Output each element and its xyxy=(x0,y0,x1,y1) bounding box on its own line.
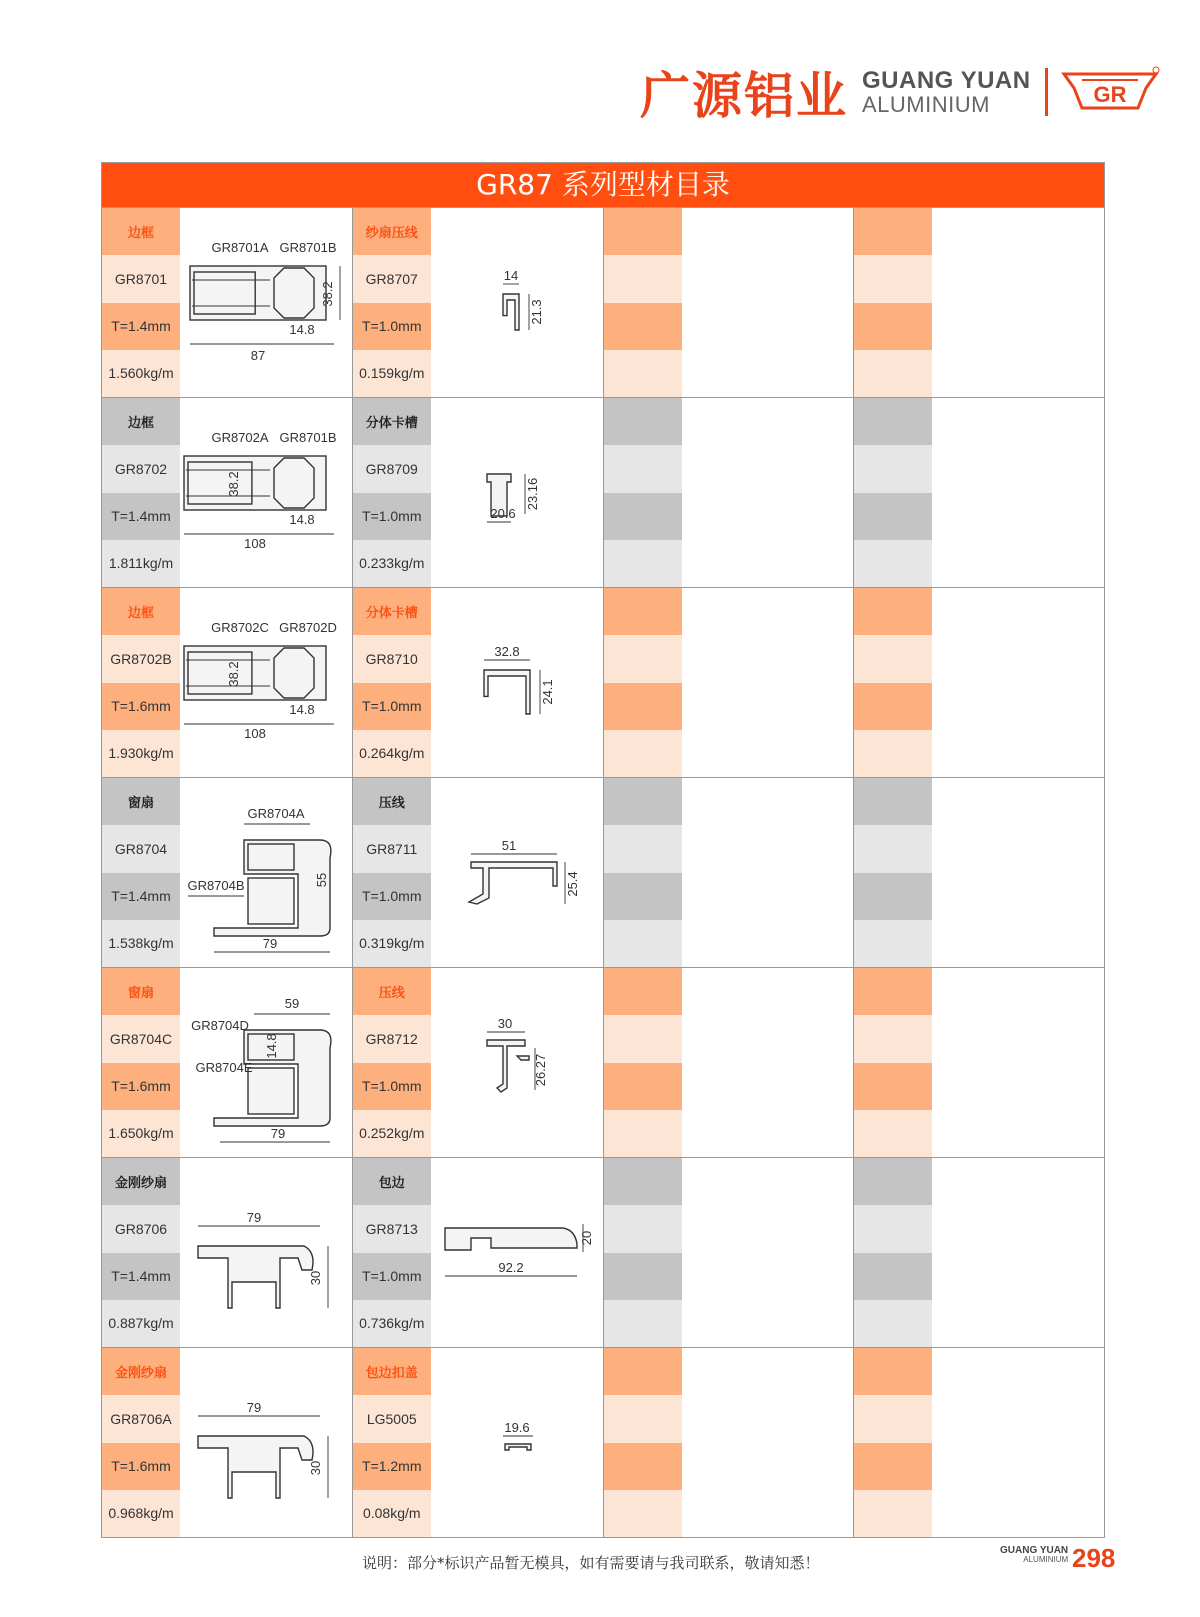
brand-separator xyxy=(1045,68,1048,116)
product-code: GR8707 xyxy=(353,255,431,302)
empty-label xyxy=(604,350,682,397)
unit-weight: 0.887kg/m xyxy=(102,1300,180,1347)
profile-shape xyxy=(274,648,314,698)
empty-label xyxy=(854,398,932,445)
empty-label xyxy=(854,825,932,872)
product-cell xyxy=(102,1158,353,1347)
catalog-row xyxy=(102,208,1104,398)
profile-shape xyxy=(505,1444,531,1450)
product-code: GR8702 xyxy=(102,445,180,492)
product-cell xyxy=(102,1348,353,1537)
brand-header xyxy=(640,56,1160,128)
dimension-label: GR8704B xyxy=(187,878,245,893)
catalog-row xyxy=(102,588,1104,778)
product-name: 包边扣盖 xyxy=(353,1348,431,1395)
catalog-title: GR87 系列型材目录 xyxy=(102,163,1104,208)
empty-drawing xyxy=(932,778,1104,967)
gr-logo-icon xyxy=(1060,66,1160,118)
label-column xyxy=(604,778,682,967)
product-name: 边框 xyxy=(102,398,180,445)
catalog-row xyxy=(102,1348,1104,1537)
dimension-label: 14.8 xyxy=(289,702,315,717)
profile-drawing xyxy=(431,398,603,587)
label-column xyxy=(854,1158,932,1347)
empty-label xyxy=(854,1110,932,1157)
profile-shape xyxy=(445,1228,577,1250)
empty-label xyxy=(604,1110,682,1157)
dimension-label: 14.8 xyxy=(264,1033,279,1059)
catalog-row xyxy=(102,778,1104,968)
dimension-label: 24.1 xyxy=(539,679,555,705)
empty-drawing xyxy=(932,398,1104,587)
dimension-label: 23.16 xyxy=(524,477,540,511)
label-column xyxy=(353,588,431,777)
dimension-label: GR8704E xyxy=(195,1060,253,1075)
profile-drawing xyxy=(180,208,352,397)
profile-svg xyxy=(180,208,351,397)
empty-label xyxy=(854,208,932,255)
wall-thickness: T=1.0mm xyxy=(353,493,431,540)
empty-label xyxy=(854,493,932,540)
dimension-label: GR8702C xyxy=(211,620,269,635)
empty-label xyxy=(604,1015,682,1062)
empty-drawing xyxy=(932,1158,1104,1347)
empty-label xyxy=(604,1443,682,1490)
dimension-label: 38.2 xyxy=(226,661,241,687)
wall-thickness: T=1.6mm xyxy=(102,1443,180,1490)
profile-drawing xyxy=(180,588,352,777)
unit-weight: 0.159kg/m xyxy=(353,350,431,397)
dimension-label: GR8701A xyxy=(211,240,269,255)
empty-product-cell xyxy=(604,778,855,967)
product-name: 纱扇压线 xyxy=(353,208,431,255)
unit-weight: 0.968kg/m xyxy=(102,1490,180,1537)
product-cell xyxy=(353,588,604,777)
product-code: GR8710 xyxy=(353,635,431,682)
empty-label xyxy=(604,208,682,255)
profile-shape xyxy=(274,268,314,318)
product-cell xyxy=(102,588,353,777)
empty-product-cell xyxy=(854,778,1104,967)
product-code: GR8706A xyxy=(102,1395,180,1442)
wall-thickness: T=1.0mm xyxy=(353,1253,431,1300)
profile-drawing xyxy=(431,1158,603,1347)
empty-label xyxy=(604,398,682,445)
profile-drawing xyxy=(431,968,603,1157)
wall-thickness: T=1.6mm xyxy=(102,1063,180,1110)
product-cell xyxy=(102,968,353,1157)
page-number: 298 xyxy=(1072,1543,1116,1573)
empty-label xyxy=(854,635,932,682)
empty-label xyxy=(604,588,682,635)
empty-label xyxy=(854,1395,932,1442)
empty-product-cell xyxy=(604,1348,855,1537)
profile-shape xyxy=(487,1040,525,1092)
empty-label xyxy=(604,920,682,967)
label-column xyxy=(854,208,932,397)
product-name: 分体卡槽 xyxy=(353,398,431,445)
dimension-label: GR8702A xyxy=(211,430,269,445)
wall-thickness: T=1.0mm xyxy=(353,873,431,920)
product-code: GR8711 xyxy=(353,825,431,872)
unit-weight: 0.08kg/m xyxy=(353,1490,431,1537)
wall-thickness: T=1.4mm xyxy=(102,873,180,920)
label-column xyxy=(102,1158,180,1347)
empty-label xyxy=(854,1490,932,1537)
empty-label xyxy=(854,1063,932,1110)
dimension-label: GR8704D xyxy=(191,1018,249,1033)
product-cell xyxy=(353,778,604,967)
dimension-label: 87 xyxy=(250,348,266,363)
dimension-label: 30 xyxy=(308,1270,323,1286)
empty-label xyxy=(854,540,932,587)
label-column xyxy=(604,1158,682,1347)
product-cell xyxy=(353,1348,604,1537)
product-code: GR8704C xyxy=(102,1015,180,1062)
empty-product-cell xyxy=(854,1348,1104,1537)
empty-label xyxy=(604,1300,682,1347)
catalog-table xyxy=(101,162,1105,1538)
unit-weight: 0.233kg/m xyxy=(353,540,431,587)
product-name: 边框 xyxy=(102,588,180,635)
profile-svg xyxy=(180,778,351,967)
empty-label xyxy=(604,1158,682,1205)
label-column xyxy=(854,398,932,587)
catalog-rows xyxy=(102,208,1104,1537)
brand-en-line1: GUANG YUAN xyxy=(862,66,1031,94)
profile-shape xyxy=(248,844,294,870)
label-column xyxy=(854,1348,932,1537)
empty-label xyxy=(604,1063,682,1110)
wall-thickness: T=1.2mm xyxy=(353,1443,431,1490)
unit-weight: 0.252kg/m xyxy=(353,1110,431,1157)
product-code: GR8701 xyxy=(102,255,180,302)
product-cell xyxy=(102,208,353,397)
empty-label xyxy=(604,540,682,587)
profile-shape xyxy=(198,1246,313,1308)
unit-weight: 0.736kg/m xyxy=(353,1300,431,1347)
footer-brand-line2: ALUMINIUM xyxy=(1023,1555,1069,1564)
dimension-label: 51 xyxy=(501,838,516,853)
dimension-label: GR8701B xyxy=(279,430,337,445)
empty-label xyxy=(604,1395,682,1442)
unit-weight: 1.538kg/m xyxy=(102,920,180,967)
label-column xyxy=(102,588,180,777)
profile-svg xyxy=(431,1158,602,1347)
empty-label xyxy=(854,445,932,492)
profile-drawing xyxy=(431,778,603,967)
wall-thickness: T=1.0mm xyxy=(353,1063,431,1110)
empty-drawing xyxy=(682,1348,854,1537)
dimension-label: 108 xyxy=(244,726,266,741)
profile-shape xyxy=(188,652,252,694)
dimension-label: 30 xyxy=(497,1016,512,1031)
svg-text:GR: GR xyxy=(1093,82,1127,107)
product-code: GR8709 xyxy=(353,445,431,492)
label-column xyxy=(604,208,682,397)
wall-thickness: T=1.6mm xyxy=(102,683,180,730)
dimension-label: 92.2 xyxy=(498,1260,524,1275)
profile-svg xyxy=(431,778,602,967)
empty-label xyxy=(604,255,682,302)
empty-drawing xyxy=(682,1158,854,1347)
product-name: 窗扇 xyxy=(102,778,180,825)
label-column xyxy=(353,1158,431,1347)
empty-label xyxy=(604,1205,682,1252)
profile-svg xyxy=(180,968,351,1157)
profile-shape xyxy=(194,272,255,314)
dimension-label: 79 xyxy=(262,936,278,951)
unit-weight: 0.319kg/m xyxy=(353,920,431,967)
dimension-label: 30 xyxy=(308,1460,323,1476)
product-code: GR8712 xyxy=(353,1015,431,1062)
footer-brand-line1: GUANG YUAN xyxy=(1000,1545,1069,1556)
empty-label xyxy=(854,1158,932,1205)
profile-svg xyxy=(431,1348,602,1537)
product-name: 压线 xyxy=(353,968,431,1015)
dimension-label: GR8704A xyxy=(247,806,305,821)
profile-shape xyxy=(248,878,294,924)
profile-drawing xyxy=(180,1158,352,1347)
wall-thickness: T=1.4mm xyxy=(102,493,180,540)
profile-drawing xyxy=(431,1348,603,1537)
dimension-label: 55 xyxy=(314,872,329,888)
dimension-label: 38.2 xyxy=(320,281,335,307)
empty-label xyxy=(854,350,932,397)
dimension-label: GR8702D xyxy=(279,620,337,635)
dimension-label: 38.2 xyxy=(226,471,241,497)
empty-label xyxy=(604,1490,682,1537)
empty-label xyxy=(854,1015,932,1062)
product-name: 窗扇 xyxy=(102,968,180,1015)
empty-product-cell xyxy=(854,588,1104,777)
empty-product-cell xyxy=(604,968,855,1157)
product-cell xyxy=(353,208,604,397)
product-code: GR8713 xyxy=(353,1205,431,1252)
empty-label xyxy=(604,1253,682,1300)
label-column xyxy=(604,588,682,777)
wall-thickness: T=1.0mm xyxy=(353,303,431,350)
empty-product-cell xyxy=(854,968,1104,1157)
label-column xyxy=(102,208,180,397)
catalog-row xyxy=(102,1158,1104,1348)
empty-label xyxy=(854,778,932,825)
profile-svg xyxy=(180,588,351,777)
unit-weight: 1.650kg/m xyxy=(102,1110,180,1157)
product-cell xyxy=(353,1158,604,1347)
footer-note: 说明：部分*标识产品暂无模具，如有需要请与我司联系，敬请知悉！ xyxy=(362,1554,820,1572)
empty-product-cell xyxy=(854,1158,1104,1347)
empty-label xyxy=(854,303,932,350)
empty-product-cell xyxy=(854,398,1104,587)
profile-svg xyxy=(431,398,602,587)
profile-svg xyxy=(431,968,602,1157)
empty-label xyxy=(854,968,932,1015)
wall-thickness: T=1.4mm xyxy=(102,303,180,350)
unit-weight: 1.560kg/m xyxy=(102,350,180,397)
label-column xyxy=(353,1348,431,1537)
label-column xyxy=(102,968,180,1157)
dimension-label: 59 xyxy=(284,996,300,1011)
label-column xyxy=(854,778,932,967)
empty-label xyxy=(604,730,682,777)
label-column xyxy=(353,208,431,397)
product-name: 分体卡槽 xyxy=(353,588,431,635)
label-column xyxy=(604,968,682,1157)
label-column xyxy=(854,588,932,777)
profile-shape xyxy=(517,1056,529,1060)
unit-weight: 1.811kg/m xyxy=(102,540,180,587)
profile-svg xyxy=(180,398,351,587)
label-column xyxy=(854,968,932,1157)
empty-label xyxy=(604,445,682,492)
profile-drawing xyxy=(180,398,352,587)
profile-shape xyxy=(503,294,519,330)
catalog-row xyxy=(102,968,1104,1158)
product-code: GR8704 xyxy=(102,825,180,872)
dimension-label: 108 xyxy=(244,536,266,551)
profile-shape xyxy=(188,462,252,504)
empty-label xyxy=(604,825,682,872)
product-code: GR8702B xyxy=(102,635,180,682)
unit-weight: 0.264kg/m xyxy=(353,730,431,777)
dimension-label: 14.8 xyxy=(289,322,315,337)
product-cell xyxy=(353,968,604,1157)
empty-product-cell xyxy=(604,208,855,397)
empty-label xyxy=(854,1300,932,1347)
footer-brand xyxy=(1000,1546,1068,1564)
empty-label xyxy=(854,1443,932,1490)
product-name: 边框 xyxy=(102,208,180,255)
label-column xyxy=(604,398,682,587)
empty-label xyxy=(854,1348,932,1395)
profile-drawing xyxy=(180,1348,352,1537)
dimension-label: 21.3 xyxy=(528,299,544,325)
label-column xyxy=(102,398,180,587)
dimension-label: 79 xyxy=(270,1126,286,1141)
label-column xyxy=(353,968,431,1157)
empty-label xyxy=(854,1253,932,1300)
label-column xyxy=(102,1348,180,1537)
profile-svg xyxy=(180,1158,351,1347)
profile-drawing xyxy=(431,588,603,777)
product-name: 包边 xyxy=(353,1158,431,1205)
empty-label xyxy=(604,873,682,920)
empty-drawing xyxy=(682,588,854,777)
empty-drawing xyxy=(682,398,854,587)
empty-label xyxy=(604,778,682,825)
profile-shape xyxy=(484,670,530,714)
brand-name-en xyxy=(862,68,1031,116)
product-code: GR8706 xyxy=(102,1205,180,1252)
wall-thickness: T=1.4mm xyxy=(102,1253,180,1300)
dimension-label: 19.6 xyxy=(504,1420,530,1435)
profile-shape xyxy=(248,1068,294,1114)
profile-drawing xyxy=(431,208,603,397)
label-column xyxy=(353,398,431,587)
profile-svg xyxy=(431,208,602,397)
empty-label xyxy=(854,730,932,777)
empty-label xyxy=(854,920,932,967)
brand-en-line2: ALUMINIUM xyxy=(862,92,990,118)
label-column xyxy=(604,1348,682,1537)
product-name: 压线 xyxy=(353,778,431,825)
dimension-label: 14.8 xyxy=(289,512,315,527)
catalog-row xyxy=(102,398,1104,588)
profile-svg xyxy=(180,1348,351,1537)
empty-drawing xyxy=(932,208,1104,397)
empty-label xyxy=(604,303,682,350)
profile-svg xyxy=(431,588,602,777)
dimension-label: 20 xyxy=(578,1230,594,1246)
dimension-label: 32.8 xyxy=(494,644,520,659)
empty-label xyxy=(854,1205,932,1252)
product-cell xyxy=(102,778,353,967)
empty-drawing xyxy=(682,778,854,967)
dimension-label: 14 xyxy=(503,268,518,283)
dimension-label: GR8701B xyxy=(279,240,337,255)
product-name: 金刚纱扇 xyxy=(102,1348,180,1395)
dimension-label: 20.6 xyxy=(490,506,516,521)
wall-thickness: T=1.0mm xyxy=(353,683,431,730)
empty-label xyxy=(854,873,932,920)
label-column xyxy=(353,778,431,967)
label-column xyxy=(102,778,180,967)
empty-product-cell xyxy=(604,398,855,587)
dimension-label: 25.4 xyxy=(564,871,580,897)
empty-label xyxy=(604,683,682,730)
dimension-label: 79 xyxy=(246,1400,262,1415)
profile-drawing xyxy=(180,968,352,1157)
empty-product-cell xyxy=(604,1158,855,1347)
profile-shape xyxy=(469,862,557,904)
profile-shape xyxy=(198,1436,313,1498)
unit-weight: 1.930kg/m xyxy=(102,730,180,777)
empty-product-cell xyxy=(854,208,1104,397)
empty-drawing xyxy=(932,1348,1104,1537)
product-code: LG5005 xyxy=(353,1395,431,1442)
empty-label xyxy=(604,968,682,1015)
empty-label xyxy=(604,1348,682,1395)
empty-label xyxy=(604,493,682,540)
empty-product-cell xyxy=(604,588,855,777)
product-name: 金刚纱扇 xyxy=(102,1158,180,1205)
empty-drawing xyxy=(682,208,854,397)
profile-shape xyxy=(274,458,314,508)
dimension-label: 26.27 xyxy=(532,1053,548,1087)
empty-drawing xyxy=(682,968,854,1157)
empty-label xyxy=(854,255,932,302)
empty-label xyxy=(604,635,682,682)
empty-label xyxy=(854,683,932,730)
empty-drawing xyxy=(932,968,1104,1157)
brand-name-cn: 广源铝业 xyxy=(640,67,848,125)
product-cell xyxy=(353,398,604,587)
empty-label xyxy=(854,588,932,635)
profile-drawing xyxy=(180,778,352,967)
product-cell xyxy=(102,398,353,587)
dimension-label: 79 xyxy=(246,1210,262,1225)
empty-drawing xyxy=(932,588,1104,777)
